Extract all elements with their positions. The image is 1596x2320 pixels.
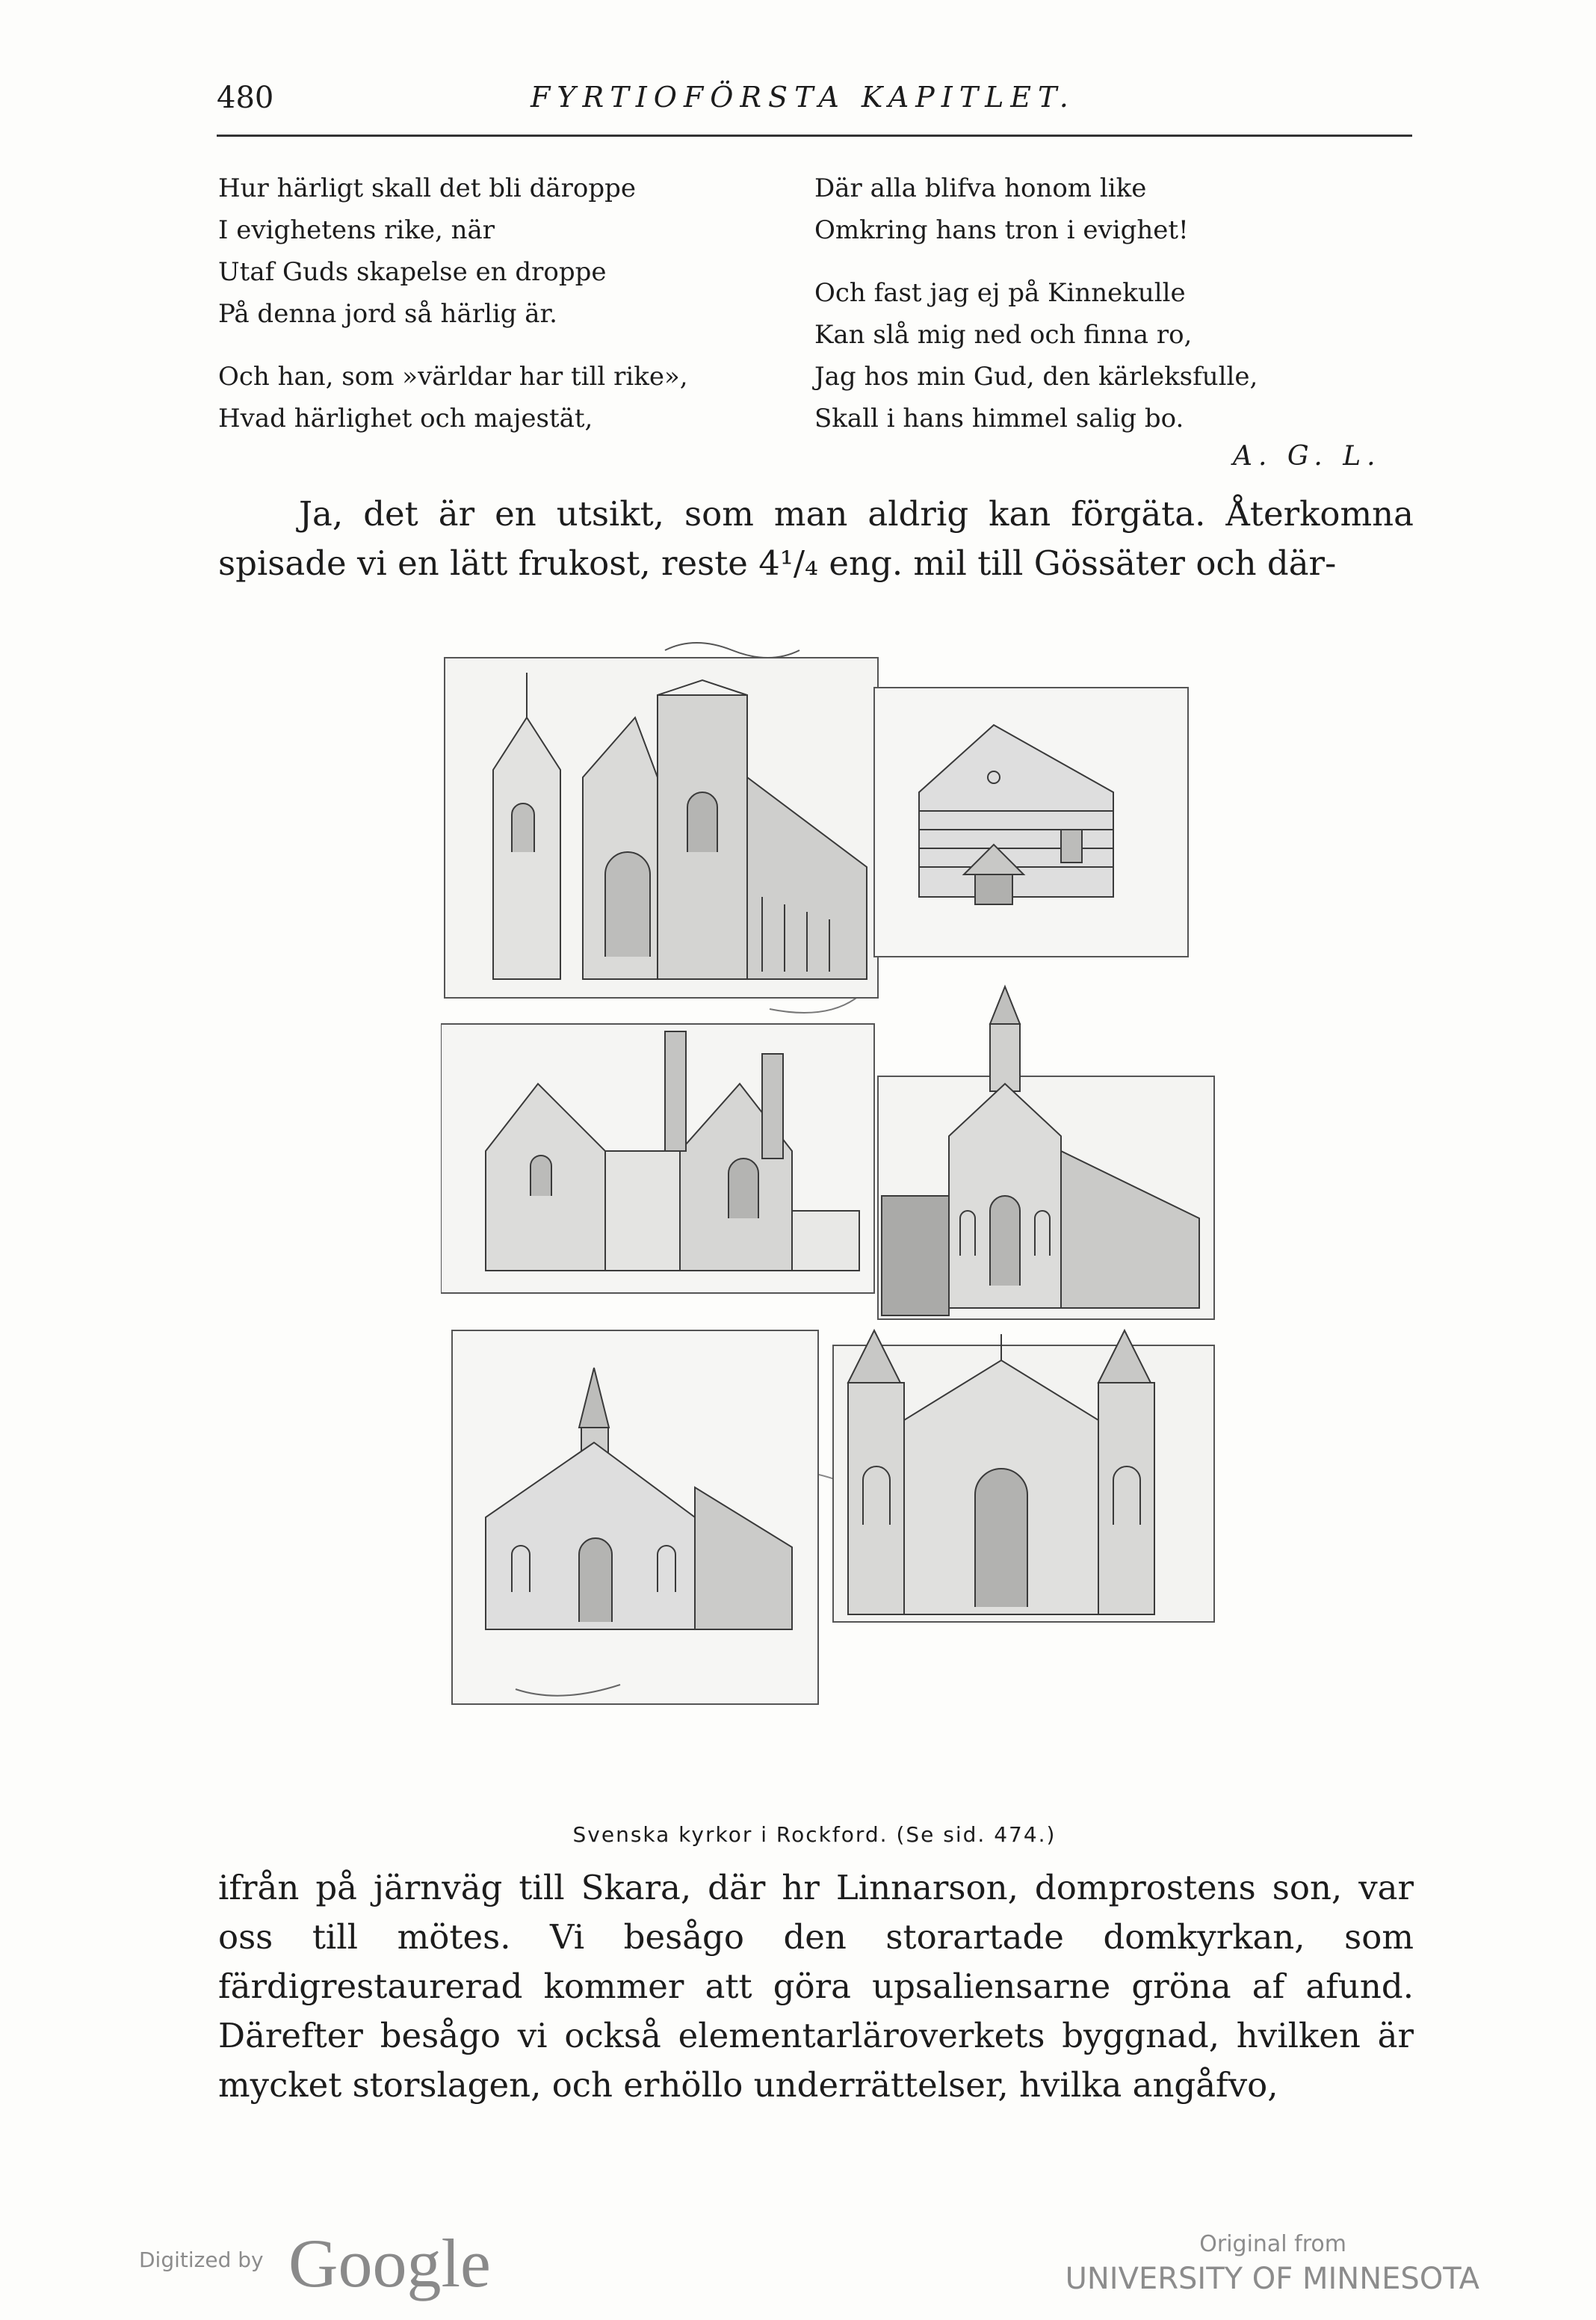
poem-right-column — [814, 167, 1412, 460]
poem-line: Och han, som »världar har till rike», — [218, 362, 688, 392]
poem-line: Där alla blifva honom like — [814, 173, 1147, 203]
poem-line: I evighetens rike, när — [218, 215, 495, 245]
poem-line: Hvad härlighet och majestät, — [218, 404, 593, 434]
poem-line: Skall i hans himmel salig bo. — [814, 404, 1184, 434]
poem-line: Utaf Guds skapelse en droppe — [218, 257, 607, 287]
digitized-by-google — [139, 2224, 528, 2306]
poem-stanza — [814, 272, 1412, 439]
poem-line: Omkring hans tron i evighet! — [814, 215, 1189, 245]
poem-signature: A. G. L. — [1233, 441, 1382, 472]
running-title: FYRTIOFÖRSTA KAPITLET. — [531, 81, 1075, 114]
original-source — [1031, 2231, 1479, 2296]
poem-stanza — [218, 167, 786, 335]
poem-stanza — [814, 167, 1412, 251]
church-panel-3 — [441, 1024, 874, 1293]
header-rule — [217, 135, 1412, 137]
poem-left-column — [218, 167, 786, 460]
church-panel-2 — [874, 688, 1188, 957]
poem-line: Kan slå mig ned och finna ro, — [814, 320, 1193, 350]
church-panel-4 — [878, 987, 1214, 1319]
university-label: UNIVERSITY OF MINNESOTA — [1065, 2262, 1479, 2296]
google-logo: Google — [288, 2225, 491, 2301]
paragraph-bottom: ifrån på järnväg till Skara, där hr Linnarson, domprostens son, var oss till mötes. Vi besågo den storartade domkyrkan, som färdigrestaurerad kommer att göra upsaliensarne gröna af afund. Därefter besågo vi också elementarläroverkets byggnad, hvilken är mycket storslagen, och erhöllo underrättelser, hvilka angåfvo, — [218, 1868, 1414, 2105]
poem-line: Och fast jag ej på Kinnekulle — [814, 278, 1186, 308]
poem-line: Jag hos min Gud, den kärleksfulle, — [814, 362, 1258, 392]
poem-line: Hur härligt skall det bli däroppe — [218, 173, 636, 203]
figure-caption: Svenska kyrkor i Rockford. (Se sid. 474.) — [572, 1822, 1057, 1847]
church-panel-6 — [833, 1330, 1214, 1622]
church-illustration — [441, 628, 1218, 1794]
page-number: 480 — [217, 81, 274, 115]
poem-line: På denna jord så härlig är. — [218, 299, 557, 329]
paragraph-top: Ja, det är en utsikt, som man aldrig kan förgäta. Återkomna spisade vi en lätt frukost, reste 4¹/₄ eng. mil till Gössäter och där- — [218, 494, 1414, 583]
digitized-by-label: Digitized by — [139, 2248, 264, 2272]
poem-stanza — [218, 356, 786, 439]
church-panel-5 — [452, 1330, 818, 1704]
original-from-label: Original from — [1199, 2231, 1346, 2257]
page-header — [217, 81, 1412, 126]
church-panel-1 — [445, 658, 878, 998]
